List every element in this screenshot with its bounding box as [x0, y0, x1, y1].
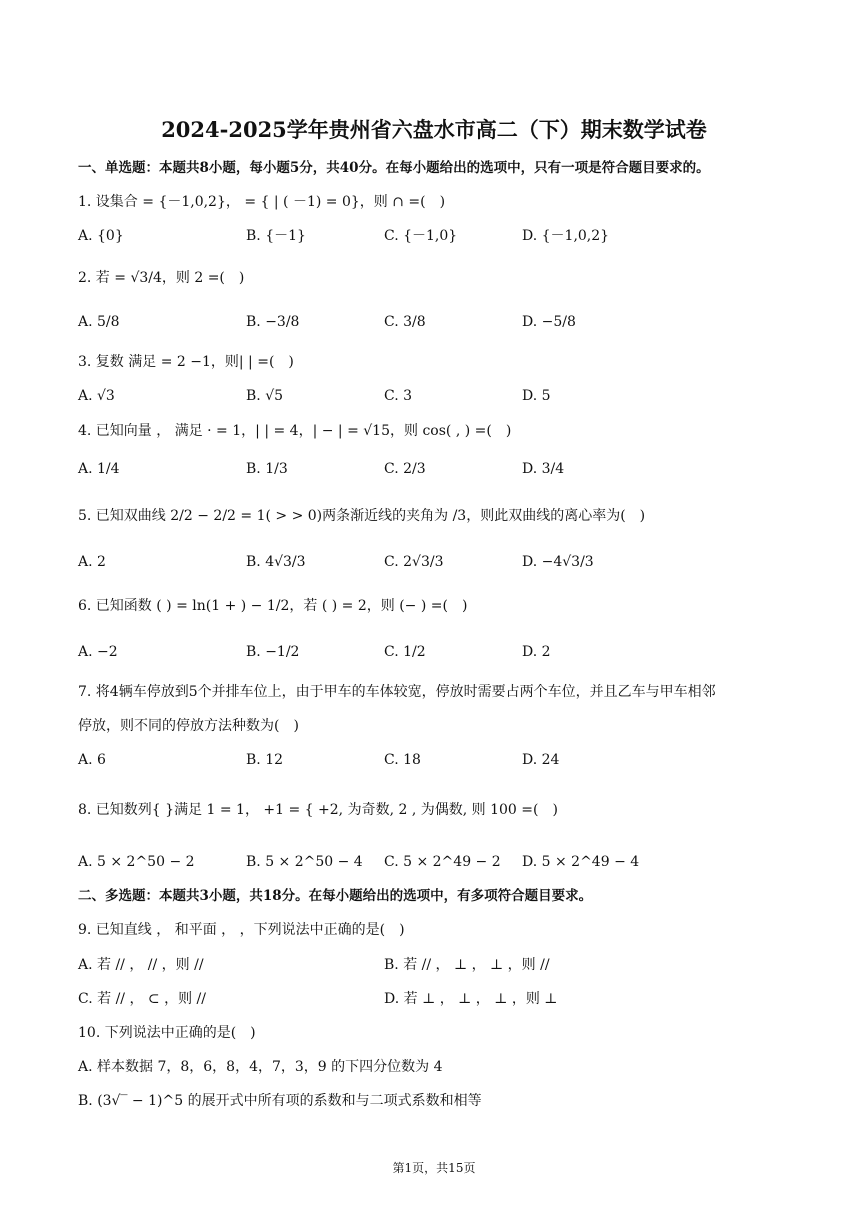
question-1-option-d: D. {－1,0,2}: [522, 228, 610, 244]
question-4-option-c: C. 2/3: [384, 461, 426, 477]
section-multiple-choice-header: 二、多选题：本题共3小题，共18分。在每小题给出的选项中，有多项符合题目要求。: [78, 888, 593, 904]
question-6-option-d: D. 2: [522, 644, 551, 660]
question-9-stem: 9. 已知直线 ， 和平面 ， ，下列说法中正确的是( ): [78, 922, 405, 938]
question-7-option-d: D. 24: [522, 752, 560, 768]
question-4-stem: 4. 已知向量 ， 满足 · = 1，| | = 4，| − | = √15，则 cos( , ) =( ): [78, 423, 512, 439]
question-8-option-b: B. 5 × 2^50 − 4: [246, 854, 363, 870]
question-6-stem: 6. 已知函数 ( ) = ln(1 + ) − 1/2，若 ( ) = 2，则 (− ) =( ): [78, 598, 468, 614]
question-3-option-b: B. √5: [246, 388, 284, 404]
question-1-stem: 1. 设集合 = {－1,0,2}， = { | ( －1) = 0}，则 ∩ =( ): [78, 194, 446, 210]
question-10-option-b: B. (3√‾ − 1)^5 的展开式中所有项的系数和与二项式系数和相等: [78, 1093, 482, 1109]
section-single-choice-header: 一、单选题：本题共8小题，每小题5分，共40分。在每小题给出的选项中，只有一项是符合题目要求的。: [78, 160, 710, 176]
question-1-option-c: C. {－1,0}: [384, 228, 458, 244]
question-8-stem: 8. 已知数列{ }满足 1 = 1， +1 = { +2, 为奇数, 2 , 为偶数, 则 100 =( ): [78, 802, 558, 818]
question-3-stem: 3. 复数 满足 = 2 −1，则| | =( ): [78, 354, 294, 370]
question-7-option-c: C. 18: [384, 752, 421, 768]
question-10-stem: 10. 下列说法中正确的是( ): [78, 1025, 256, 1041]
question-5-option-b: B. 4√3/3: [246, 554, 306, 570]
question-7-option-b: B. 12: [246, 752, 284, 768]
question-7-stem-line-2: 停放，则不同的停放方法种数为( ): [78, 718, 299, 734]
question-7-option-a: A. 6: [78, 752, 106, 768]
question-4-option-a: A. 1/4: [78, 461, 120, 477]
question-4-option-b: B. 1/3: [246, 461, 288, 477]
question-2-option-b: B. −3/8: [246, 314, 300, 330]
question-3-option-c: C. 3: [384, 388, 413, 404]
question-5-option-d: D. −4√3/3: [522, 554, 594, 570]
question-3-option-d: D. 5: [522, 388, 551, 404]
question-5-option-c: C. 2√3/3: [384, 554, 444, 570]
question-6-option-b: B. −1/2: [246, 644, 300, 660]
question-8-option-d: D. 5 × 2^49 − 4: [522, 854, 640, 870]
question-6-option-c: C. 1/2: [384, 644, 426, 660]
question-7-stem-line-1: 7. 将4辆车停放到5个并排车位上，由于甲车的车体较宽，停放时需要占两个车位，并且乙车与甲车相邻: [78, 684, 716, 700]
question-9-option-a: A. 若 // ， // ，则 //: [78, 957, 204, 973]
question-9-option-b: B. 若 // ， ⊥ ， ⊥ ，则 //: [384, 957, 550, 973]
page-footer: 第1页，共15页: [392, 1161, 476, 1175]
question-5-stem: 5. 已知双曲线 2/2 − 2/2 = 1( > > 0)两条渐近线的夹角为 /3，则此双曲线的离心率为( ): [78, 508, 646, 524]
question-2-option-d: D. −5/8: [522, 314, 576, 330]
question-3-option-a: A. √3: [78, 388, 115, 404]
question-1-option-b: B. {－1}: [246, 228, 306, 244]
question-2-option-a: A. 5/8: [78, 314, 120, 330]
question-2-option-c: C. 3/8: [384, 314, 426, 330]
question-8-option-c: C. 5 × 2^49 − 2: [384, 854, 501, 870]
question-4-option-d: D. 3/4: [522, 461, 565, 477]
question-10-option-a: A. 样本数据 7，8，6，8，4，7，3，9 的下四分位数为 4: [78, 1059, 443, 1075]
page-title: 2024-2025学年贵州省六盘水市高二（下）期末数学试卷: [161, 117, 707, 142]
question-2-stem: 2. 若 = √3/4，则 2 =( ): [78, 270, 245, 286]
question-1-option-a: A. {0}: [78, 228, 124, 244]
question-6-option-a: A. −2: [78, 644, 118, 660]
question-9-option-c: C. 若 // ， ⊂ ，则 //: [78, 991, 206, 1007]
question-8-option-a: A. 5 × 2^50 − 2: [78, 854, 195, 870]
question-9-option-d: D. 若 ⊥ ， ⊥ ， ⊥ ，则 ⊥: [384, 991, 558, 1007]
question-5-option-a: A. 2: [78, 554, 106, 570]
